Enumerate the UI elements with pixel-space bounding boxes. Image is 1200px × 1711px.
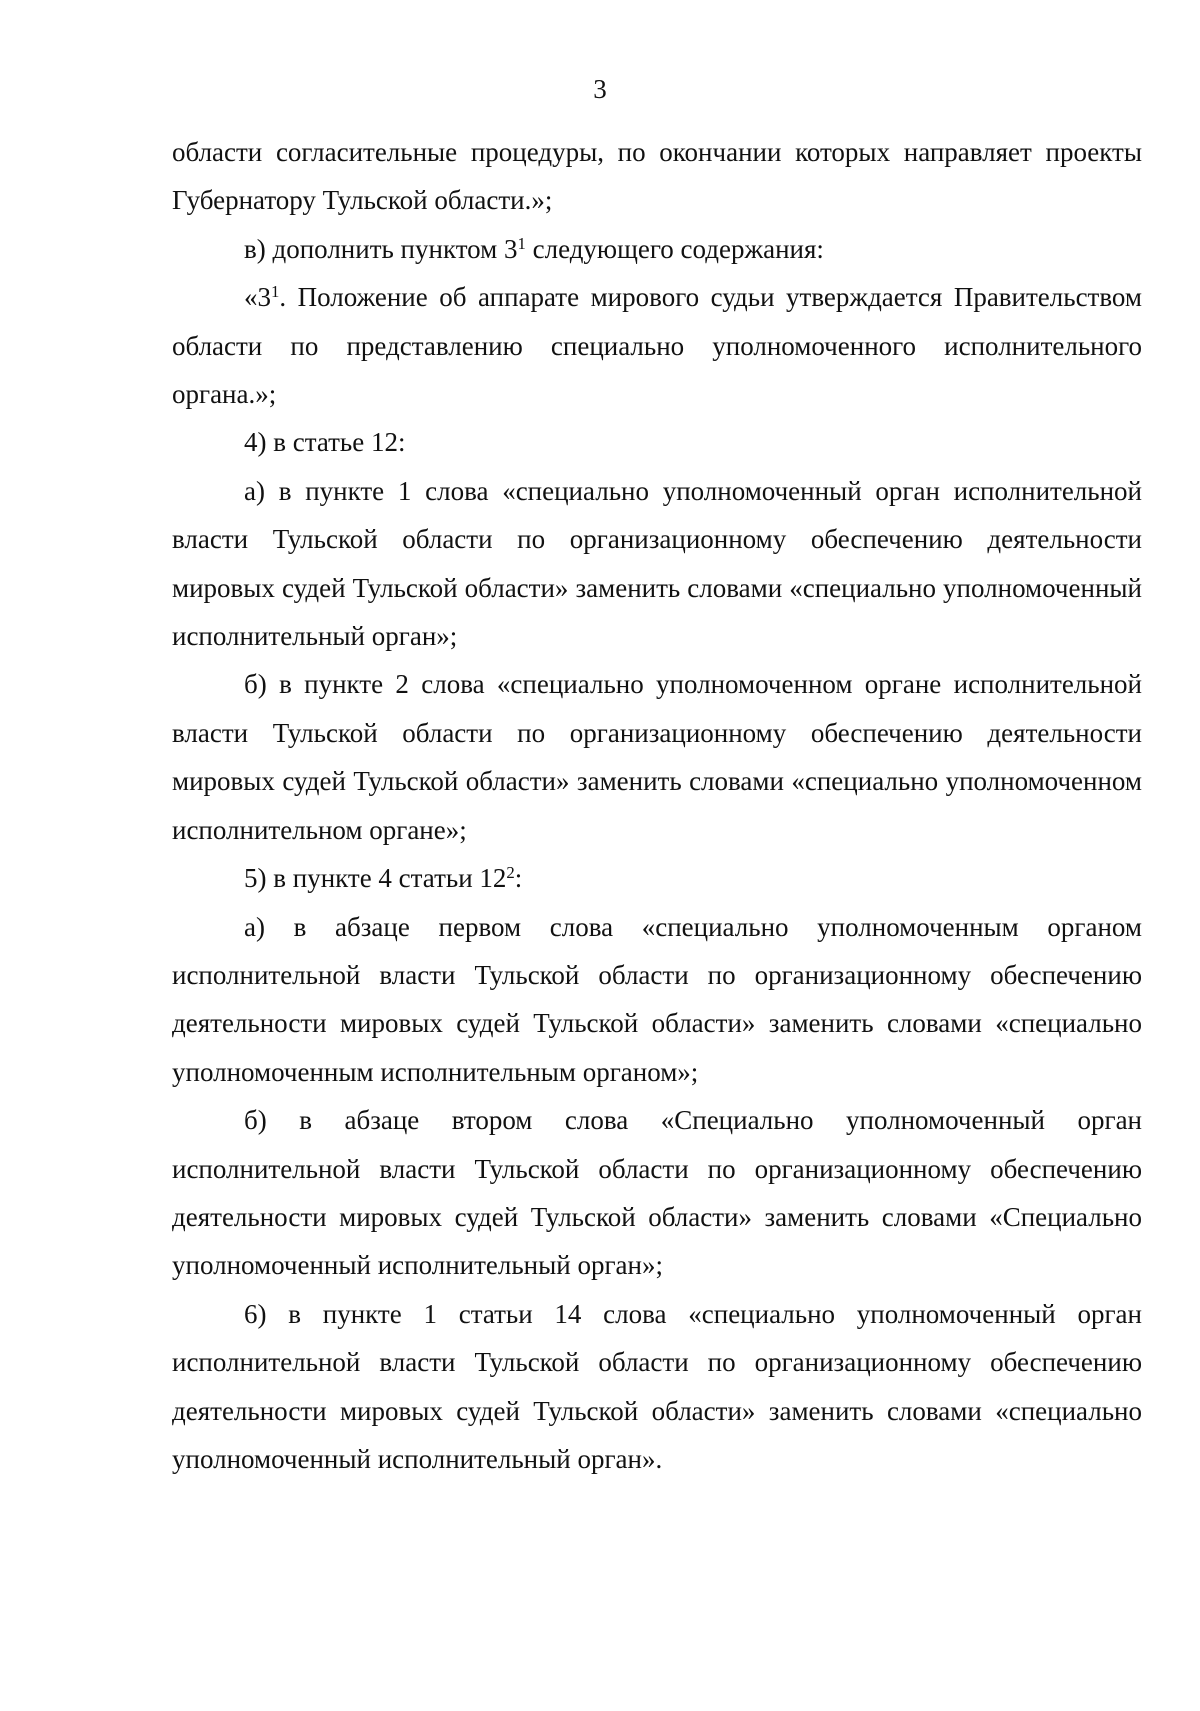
paragraph-text: . Положение об аппарате мирового судьи утверждается Правительством области по представлению специально уполномоченного исполнительного органа.»; — [172, 282, 1142, 410]
paragraph-item-5 — [172, 854, 1142, 902]
paragraph-item-4a: а) в пункте 1 слова «специально уполномоченный орган исполнительной власти Тульской области по организационному обеспечению деятельности мировых судей Тульской области» заменить словами «специально уполномоченный исполнительный орган»; — [172, 475, 1142, 652]
paragraph-text: следующего содержания: — [525, 233, 824, 264]
document-body — [172, 128, 1142, 1483]
paragraph-text: : — [514, 863, 523, 894]
paragraph-item-5b: б) в абзаце втором слова «Специально уполномоченный орган исполнительной власти Тульской области по организационному обеспечению деятельности мировых судей Тульской области» заменить словами «Специально уполномоченный исполнительный орган»; — [172, 1105, 1142, 1281]
superscript: 1 — [517, 233, 526, 253]
paragraph-text: 5) в пункте 4 статьи 12 — [244, 863, 507, 894]
superscript: 2 — [506, 862, 515, 882]
paragraph-item-6: 6) в пункте 1 статьи 14 слова «специально уполномоченный орган исполнительной власти Тульской области по организационному обеспечению деятельности мировых судей Тульской области» заменить словами «специально уполномоченный исполнительный орган». — [172, 1298, 1142, 1474]
paragraph-item-4: 4) в статье 12: — [244, 427, 406, 458]
paragraph-item-v — [172, 225, 1142, 273]
superscript: 1 — [271, 282, 280, 302]
paragraph-item-5a: а) в абзаце первом слова «специально уполномоченным органом исполнительной власти Тульской области по организационному обеспечению деятельности мировых судей Тульской области» заменить словами «специально уполномоченным исполнительным органом»; — [172, 911, 1142, 1087]
page-number: 3 — [593, 74, 607, 104]
paragraph-item-4b: б) в пункте 2 слова «специально уполномоченном органе исполнительной власти Тульской области по организационному обеспечению деятельности мировых судей Тульской области» заменить словами «специально уполномоченном исполнительном органе»; — [172, 669, 1142, 845]
paragraph-quoted-point — [172, 273, 1142, 418]
paragraph-continuation: области согласительные процедуры, по окончании которых направляет проекты Губернатору Тульской области.»; — [172, 137, 1142, 216]
paragraph-text: в) дополнить пунктом 3 — [244, 233, 518, 264]
paragraph-text: «3 — [244, 282, 271, 313]
